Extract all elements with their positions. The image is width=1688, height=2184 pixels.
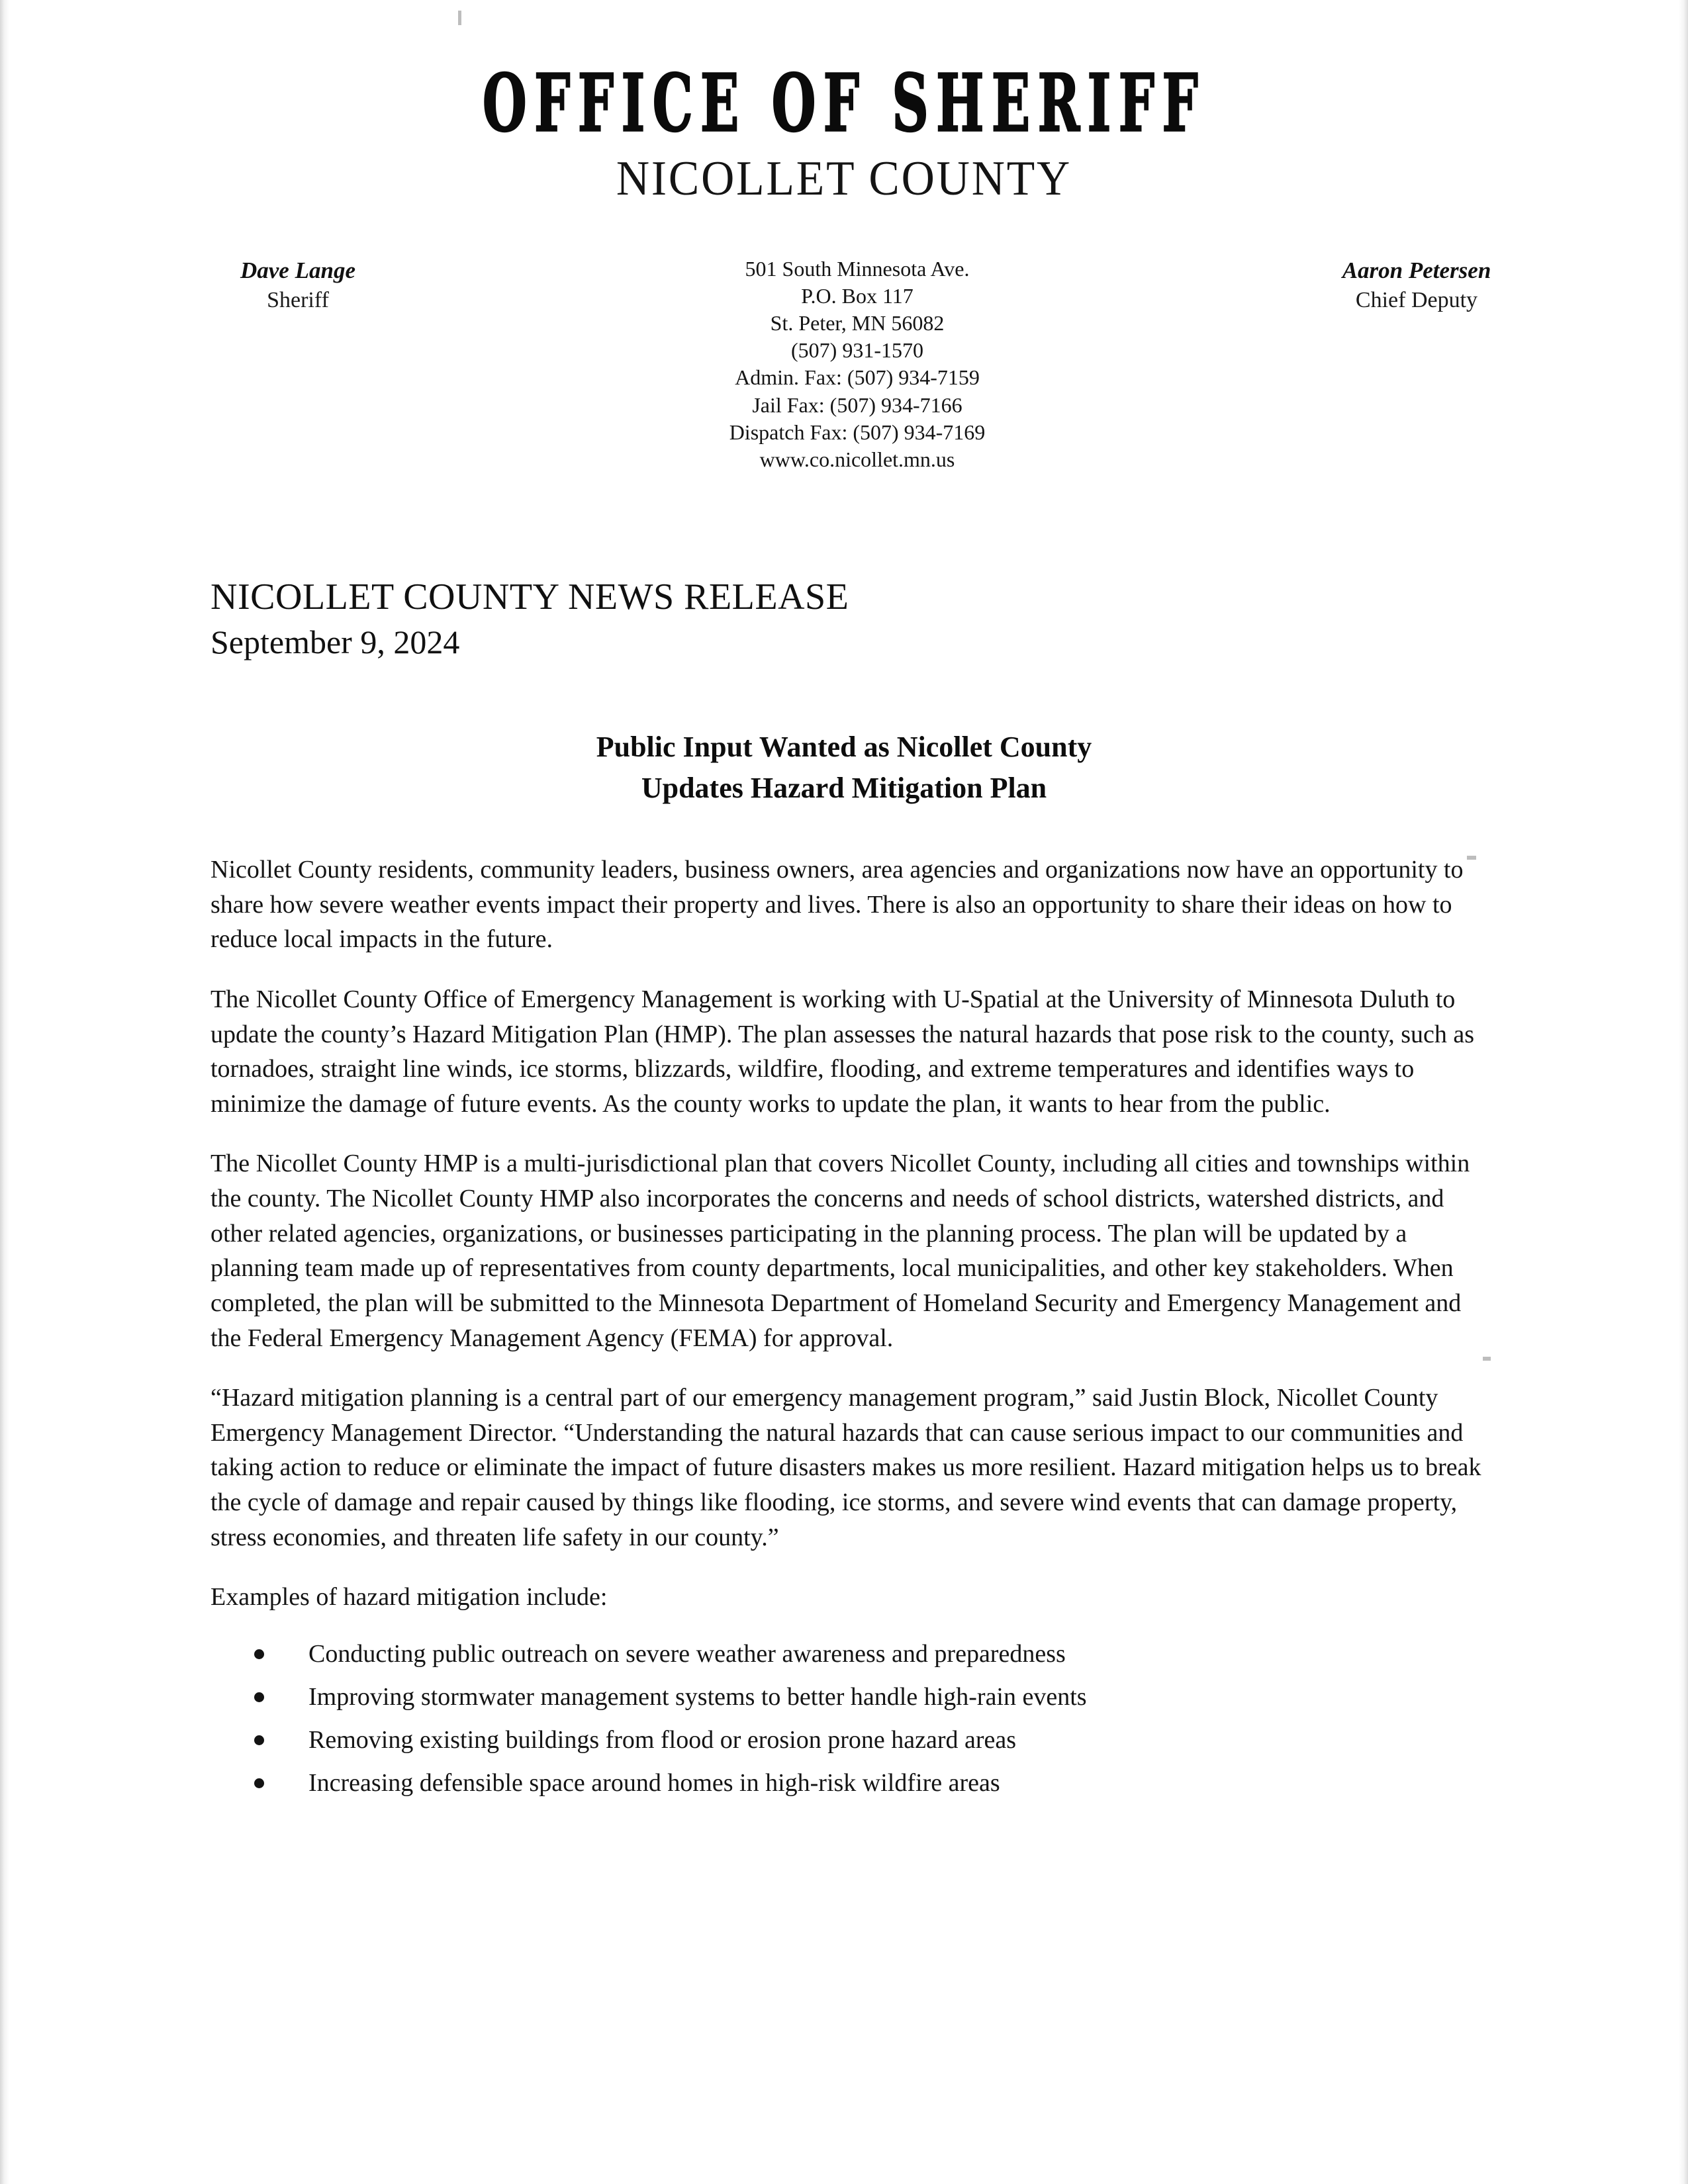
news-release-date: September 9, 2024: [211, 623, 460, 661]
bullet-icon: [254, 1649, 264, 1659]
scan-speck: [458, 11, 461, 25]
body-paragraph-1: Nicollet County residents, community leaders, business owners, area agencies and organizations now have an opportunity to share how severe weather events impact their property and lives. There is also an opportunity to share their ideas on how to reduce local impacts in the future.: [211, 856, 1464, 954]
scan-speck: [1483, 1357, 1491, 1361]
scan-edge-right: [1679, 0, 1688, 2184]
address-line-pobox: P.O. Box 117: [801, 284, 914, 308]
article-body: [211, 852, 1481, 1809]
address-line-website: www.co.nicollet.mn.us: [759, 447, 955, 471]
body-paragraph-3: The Nicollet County HMP is a multi-jurisdictional plan that covers Nicollet County, including all cities and townships within the county. The Nicollet County HMP also incorporates the concerns and needs of school districts, watershed districts, and other related agencies, organizations, or businesses participating in the planning process. The plan will be updated by a planning team made up of representatives from county departments, local municipalities, and other key stakeholders. When completed, the plan will be submitted to the Minnesota Department of Homeland Security and Emergency Management and the Federal Emergency Management Agency (FEMA) for approval.: [211, 1150, 1470, 1352]
news-release-heading: NICOLLET COUNTY NEWS RELEASE: [211, 576, 849, 617]
headline-line-2: Updates Hazard Mitigation Plan: [641, 771, 1047, 804]
address-line-city: St. Peter, MN 56082: [770, 311, 945, 336]
list-item-label: Conducting public outreach on severe weather awareness and preparedness: [308, 1639, 1066, 1668]
address-line-street: 501 South Minnesota Ave.: [745, 257, 970, 281]
examples-intro: Examples of hazard mitigation include:: [211, 1583, 608, 1612]
county-name-title: NICOLLET COUNTY: [616, 151, 1072, 206]
list-item: [211, 1680, 1481, 1714]
bullet-icon: [254, 1735, 264, 1745]
release-header: [211, 578, 849, 660]
address-line-jail-fax: Jail Fax: (507) 934-7166: [752, 392, 962, 417]
sheriff-title: Sheriff: [267, 287, 329, 312]
body-paragraph-4: “Hazard mitigation planning is a central part of our emergency management program,” said Justin Block, Nicollet County Emergency Management Director. “Understanding the natural hazards that can cause serious impact to our communities and taking action to reduce or eliminate the impact of future disasters makes us more resilient. Hazard mitigation helps us to break the cycle of damage and repair caused by things like flooding, ice storms, and severe wind events that can damage property, stress economies, and threaten life safety in our county.”: [211, 1384, 1481, 1551]
scan-edge-left: [0, 0, 9, 2184]
chief-deputy-name: Aaron Petersen: [1342, 257, 1491, 283]
address-line-phone: (507) 931-1570: [791, 338, 923, 363]
headline-line-1: Public Input Wanted as Nicollet County: [596, 731, 1092, 763]
sheriff-name: Dave Lange: [240, 257, 355, 283]
bullet-icon: [254, 1778, 264, 1788]
list-item: [211, 1637, 1481, 1671]
list-item-label: Removing existing buildings from flood or erosion prone hazard areas: [308, 1725, 1017, 1754]
hazard-mitigation-examples-list: [211, 1637, 1481, 1800]
list-item: [211, 1723, 1481, 1757]
article-headline: [211, 727, 1477, 808]
address-line-admin-fax: Admin. Fax: (507) 934-7159: [735, 365, 980, 390]
list-item: [211, 1766, 1481, 1800]
address-line-dispatch-fax: Dispatch Fax: (507) 934-7169: [729, 420, 986, 444]
chief-deputy-title: Chief Deputy: [1355, 287, 1478, 312]
bullet-icon: [254, 1692, 264, 1702]
letterhead: [0, 57, 1688, 207]
chief-deputy-block: [1278, 255, 1556, 315]
body-paragraph-2: The Nicollet County Office of Emergency Management is working with U-Spatial at the University of Minnesota Duluth to update the county’s Hazard Mitigation Plan (HMP). The plan assesses the natural hazards that pose risk to the county, such as tornadoes, straight line winds, ice storms, blizzards, wildfire, flooding, and extreme temperatures and identifies ways to minimize the damage of future events. As the county works to update the plan, it wants to hear from the public.: [211, 985, 1475, 1118]
list-item-label: Improving stormwater management systems to better handle high-rain events: [308, 1682, 1087, 1711]
list-item-label: Increasing defensible space around homes in high-risk wildfire areas: [308, 1768, 1000, 1797]
office-of-sheriff-title: OFFICE OF SHERIFF: [482, 57, 1206, 150]
